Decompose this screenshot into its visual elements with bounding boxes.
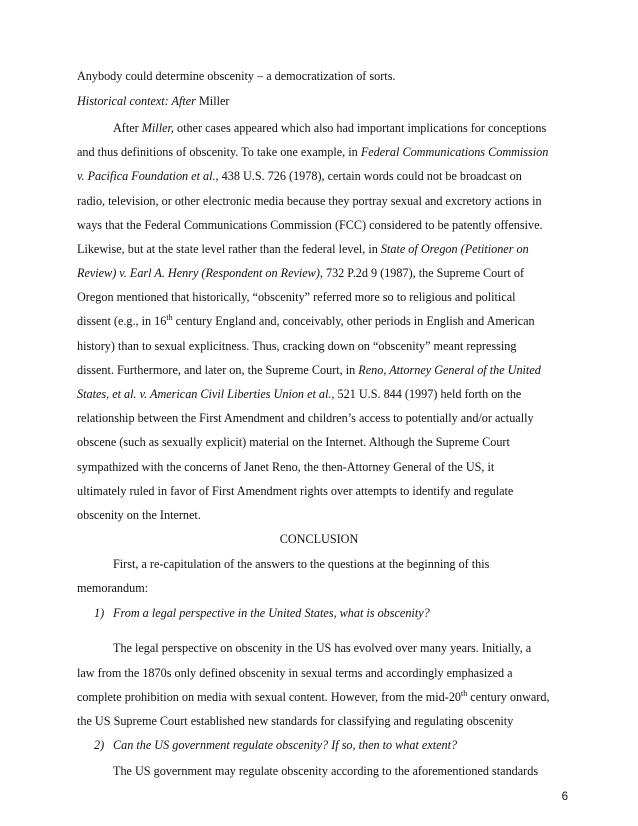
question-item (94, 738, 457, 752)
question-item (94, 606, 430, 620)
question-text: From a legal perspective in the United States, what is obscenity? (113, 606, 430, 620)
text-run: Likewise, but at the state level rather than the federal level, in (77, 242, 381, 256)
question-text: Can the US government regulate obscenity? If so, then to what extent? (113, 738, 458, 752)
text-line (77, 242, 529, 256)
case-name: State of Oregon (Petitioner on (380, 242, 529, 256)
text-run: 521 U.S. 844 (1997) held forth on the (334, 387, 522, 401)
text-line: Oregon mentioned that historically, “obscenity” referred more so to religious and political (77, 290, 516, 304)
text-line (77, 363, 541, 377)
text-line (77, 266, 524, 280)
list-number: 1) (94, 606, 105, 620)
text-line: The US government may regulate obscenity according to the aforementioned standards (113, 764, 539, 778)
section-heading (77, 94, 229, 108)
text-run: complete prohibition on media with sexual content. However, from the mid-20 (77, 690, 462, 704)
text-line (77, 690, 550, 704)
case-name: Federal Communications Commission (360, 145, 549, 159)
text-line: ultimately ruled in favor of First Amendment rights over attempts to identify and regulate (77, 484, 514, 498)
text-line: First, a re-capitulation of the answers to the questions at the beginning of this (113, 557, 490, 571)
text-run: century onward, (467, 690, 550, 704)
text-run: other cases appeared which also had important implications for conceptions (173, 121, 547, 135)
text-run: and thus definitions of obscenity. To take one example, in (77, 145, 361, 159)
text-run: 438 U.S. 726 (1978), certain words could not be broadcast on (218, 169, 522, 183)
superscript: th (461, 688, 468, 698)
text-run: century England and, conceivably, other periods in English and American (172, 314, 535, 328)
text-line: obscene (such as sexually explicit) material on the Internet. Although the Supreme Court (77, 435, 510, 449)
text-line (77, 387, 521, 401)
text-line: Anybody could determine obscenity – a democratization of sorts. (77, 69, 396, 83)
text-line: radio, television, or other electronic media because they portray sexual and excretory actions in (77, 194, 542, 208)
text-line: relationship between the First Amendment and children’s access to potentially and/or actually (77, 411, 534, 425)
list-number: 2) (94, 738, 105, 752)
text-line (113, 121, 546, 135)
heading-tail: Miller (195, 94, 230, 108)
case-name: Miller, (141, 121, 174, 135)
text-line: sympathized with the concerns of Janet Reno, the then-Attorney General of the US, it (77, 460, 495, 474)
text-line: the US Supreme Court established new standards for classifying and regulating obscenity (77, 714, 514, 728)
text-line (77, 145, 548, 159)
text-run: dissent. Furthermore, and later on, the Supreme Court, in (77, 363, 359, 377)
text-line (77, 169, 522, 183)
text-line: memorandum: (77, 581, 149, 595)
case-name: v. Pacifica Foundation et al., (77, 169, 219, 183)
text-line: history) than to sexual explicitness. Thus, cracking down on “obscenity” meant repressing (77, 339, 517, 353)
text-line: obscenity on the Internet. (77, 508, 201, 522)
superscript: th (166, 312, 173, 322)
section-heading-conclusion: CONCLUSION (279, 532, 359, 546)
text-line: law from the 1870s only defined obscenity in sexual terms and accordingly emphasized a (77, 666, 513, 680)
text-line (77, 314, 535, 328)
text-line: ways that the Federal Communications Commission (FCC) considered to be patently offensive. (77, 218, 543, 232)
text-run: After (113, 121, 142, 135)
text-run: 732 P.2d 9 (1987), the Supreme Court of (322, 266, 524, 280)
text-run: dissent (e.g., in 16 (77, 314, 167, 328)
text-line: The legal perspective on obscenity in the US has evolved over many years. Initially, a (113, 641, 532, 655)
heading-italic: Historical context: After (77, 94, 196, 108)
case-name: States, et al. v. American Civil Liberties Union et al., (77, 387, 335, 401)
page-number: 6 (561, 791, 568, 803)
case-name: Reno, Attorney General of the United (358, 363, 541, 377)
case-name: Review) v. Earl A. Henry (Respondent on Review), (77, 266, 323, 280)
